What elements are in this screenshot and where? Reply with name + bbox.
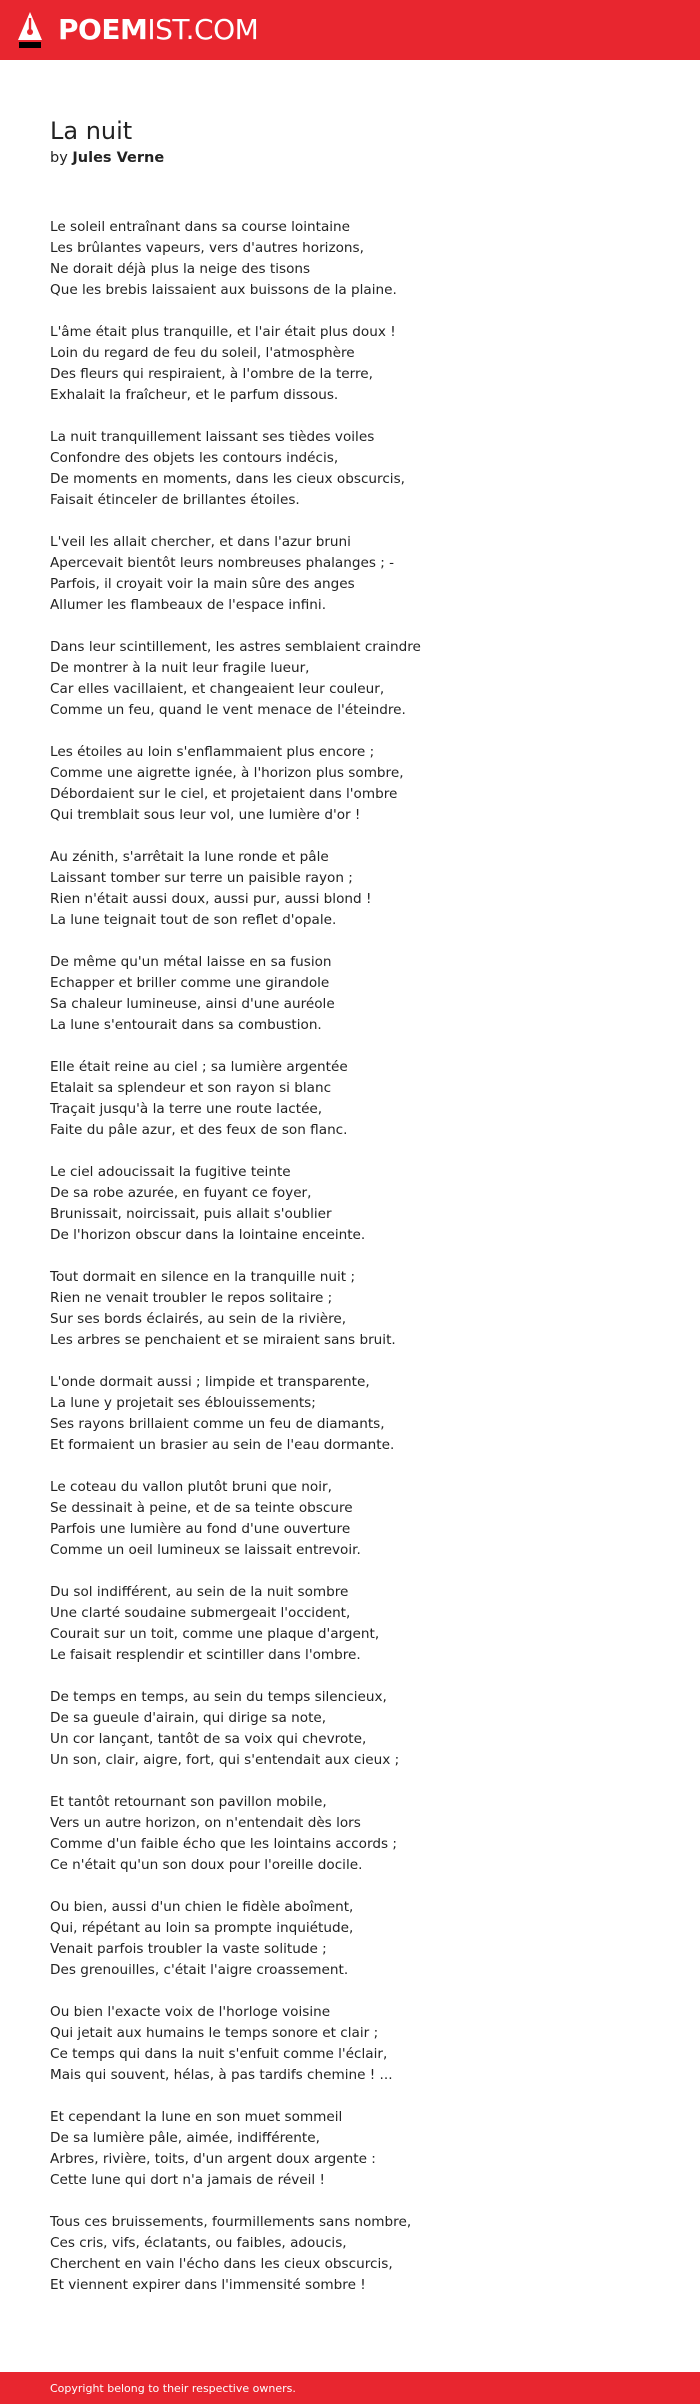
poem-stanza <box>50 1267 650 1351</box>
poem-line: Se dessinait à peine, et de sa teinte obscure <box>50 1500 353 1516</box>
poem-stanza <box>50 1162 650 1246</box>
poem-body <box>50 217 650 2317</box>
poem-line: Et formaient un brasier au sein de l'eau dormante. <box>50 1437 395 1453</box>
poem-line: Echapper et briller comme une girandole <box>50 975 330 991</box>
poem-line: Confondre des objets les contours indécis, <box>50 450 339 466</box>
poem-line: Dans leur scintillement, les astres semblaient craindre <box>50 639 421 655</box>
poem-line: Et tantôt retournant son pavillon mobile, <box>50 1794 327 1810</box>
poem-line: Un son, clair, aigre, fort, qui s'entendait aux cieux ; <box>50 1752 400 1768</box>
poem-line: Sur ses bords éclairés, au sein de la rivière, <box>50 1311 347 1327</box>
poem-line: Des fleurs qui respiraient, à l'ombre de la terre, <box>50 366 373 382</box>
poem-line: Vers un autre horizon, on n'entendait dès lors <box>50 1815 361 1831</box>
poem-stanza <box>50 427 650 511</box>
poem-stanza <box>50 217 650 301</box>
poem-line: La lune y projetait ses éblouissements; <box>50 1395 316 1411</box>
poem-stanza <box>50 2212 650 2296</box>
poem-line: Et viennent expirer dans l'immensité sombre ! <box>50 2277 366 2293</box>
poem-line: Comme une aigrette ignée, à l'horizon plus sombre, <box>50 765 404 781</box>
site-logo[interactable] <box>16 10 258 50</box>
poem-line: Le coteau du vallon plutôt bruni que noir, <box>50 1479 332 1495</box>
poem-stanza <box>50 742 650 826</box>
poem-line: Qui tremblait sous leur vol, une lumière d'or ! <box>50 807 361 823</box>
site-header <box>0 0 700 60</box>
pen-nib-icon <box>16 10 44 50</box>
poem-line: De sa lumière pâle, aimée, indifférente, <box>50 2130 320 2146</box>
poem-stanza <box>50 1057 650 1141</box>
poem-line: Elle était reine au ciel ; sa lumière argentée <box>50 1059 348 1075</box>
poem-line: La lune s'entourait dans sa combustion. <box>50 1017 322 1033</box>
poem-line: Faite du pâle azur, et des feux de son flanc. <box>50 1122 348 1138</box>
poem-line: Apercevait bientôt leurs nombreuses phalanges ; - <box>50 555 395 571</box>
poem-line: Qui jetait aux humains le temps sonore et clair ; <box>50 2025 379 2041</box>
poem-line: La lune teignait tout de son reflet d'opale. <box>50 912 337 928</box>
poem-line: Car elles vacillaient, et changeaient leur couleur, <box>50 681 385 697</box>
poem-line: De moments en moments, dans les cieux obscurcis, <box>50 471 405 487</box>
poem-stanza <box>50 1792 650 1876</box>
poem-line: Ce n'était qu'un son doux pour l'oreille docile. <box>50 1857 363 1873</box>
poem-stanza <box>50 2002 650 2086</box>
poem-line: Qui, répétant au loin sa prompte inquiétude, <box>50 1920 354 1936</box>
byline-prefix: by <box>50 150 68 166</box>
poem-line: Comme un oeil lumineux se laissait entrevoir. <box>50 1542 361 1558</box>
poem-line: Un cor lançant, tantôt de sa voix qui chevrote, <box>50 1731 367 1747</box>
site-footer <box>0 2372 700 2404</box>
poem-line: De sa robe azurée, en fuyant ce foyer, <box>50 1185 312 1201</box>
copyright-notice: Copyright belong to their respective owners. <box>50 2381 296 2395</box>
poem-line: Comme d'un faible écho que les lointains accords ; <box>50 1836 397 1852</box>
poem-line: Ce temps qui dans la nuit s'enfuit comme l'éclair, <box>50 2046 388 2062</box>
poem-line: Laissant tomber sur terre un paisible rayon ; <box>50 870 353 886</box>
poem-line: Etalait sa splendeur et son rayon si blanc <box>50 1080 332 1096</box>
poem-line: Des grenouilles, c'était l'aigre croassement. <box>50 1962 349 1978</box>
poem-line: Brunissait, noircissait, puis allait s'oublier <box>50 1206 332 1222</box>
poem-line: Ces cris, vifs, éclatants, ou faibles, adoucis, <box>50 2235 347 2251</box>
poem-stanza <box>50 1372 650 1456</box>
poem-line: Tout dormait en silence en la tranquille nuit ; <box>50 1269 356 1285</box>
poem-line: Traçait jusqu'à la terre une route lactée, <box>50 1101 323 1117</box>
poem-line: Parfois, il croyait voir la main sûre des anges <box>50 576 355 592</box>
poem-line: De sa gueule d'airain, qui dirige sa note, <box>50 1710 327 1726</box>
poem-stanza <box>50 952 650 1036</box>
poem-line: Le soleil entraînant dans sa course lointaine <box>50 219 351 235</box>
poem-line: Arbres, rivière, toits, d'un argent doux argente : <box>50 2151 376 2167</box>
poem-author: Jules Verne <box>72 150 165 166</box>
poem-line: Venait parfois troubler la vaste solitude ; <box>50 1941 327 1957</box>
poem-line: Sa chaleur lumineuse, ainsi d'une auréole <box>50 996 335 1012</box>
poem-line: Une clarté soudaine submergeait l'occident, <box>50 1605 351 1621</box>
poem-line: Du sol indifférent, au sein de la nuit sombre <box>50 1584 349 1600</box>
poem-stanza <box>50 1897 650 1981</box>
poem-line: Débordaient sur le ciel, et projetaient dans l'ombre <box>50 786 398 802</box>
poem-line: La nuit tranquillement laissant ses tièdes voiles <box>50 429 375 445</box>
poem-byline <box>50 148 650 168</box>
poem-line: Le ciel adoucissait la fugitive teinte <box>50 1164 291 1180</box>
poem-line: Les arbres se penchaient et se miraient sans bruit. <box>50 1332 396 1348</box>
poem-stanza <box>50 532 650 616</box>
poem-line: Parfois une lumière au fond d'une ouverture <box>50 1521 351 1537</box>
poem-stanza <box>50 2107 650 2191</box>
poem-line: Mais qui souvent, hélas, à pas tardifs chemine ! ... <box>50 2067 393 2083</box>
poem-line: Rien ne venait troubler le repos solitaire ; <box>50 1290 333 1306</box>
poem-line: Rien n'était aussi doux, aussi pur, aussi blond ! <box>50 891 372 907</box>
poem-line: L'veil les allait chercher, et dans l'azur bruni <box>50 534 351 550</box>
logo-light-text: IST.COM <box>147 13 259 46</box>
poem-line: Ou bien, aussi d'un chien le fidèle aboîment, <box>50 1899 354 1915</box>
poem-line: Tous ces bruissements, fourmillements sans nombre, <box>50 2214 412 2230</box>
poem-line: L'âme était plus tranquille, et l'air était plus doux ! <box>50 324 396 340</box>
poem-line: Exhalait la fraîcheur, et le parfum dissous. <box>50 387 339 403</box>
poem-line: Ne dorait déjà plus la neige des tisons <box>50 261 311 277</box>
poem-line: L'onde dormait aussi ; limpide et transparente, <box>50 1374 370 1390</box>
poem-line: De même qu'un métal laisse en sa fusion <box>50 954 332 970</box>
poem-line: Courait sur un toit, comme une plaque d'argent, <box>50 1626 380 1642</box>
poem-line: Que les brebis laissaient aux buissons de la plaine. <box>50 282 397 298</box>
poem-line: Allumer les flambeaux de l'espace infini. <box>50 597 327 613</box>
poem-line: De l'horizon obscur dans la lointaine enceinte. <box>50 1227 366 1243</box>
poem-stanza <box>50 322 650 406</box>
poem-line: De temps en temps, au sein du temps silencieux, <box>50 1689 387 1705</box>
poem-stanza <box>50 637 650 721</box>
poem-line: Faisait étinceler de brillantes étoiles. <box>50 492 300 508</box>
poem-line: Cherchent en vain l'écho dans les cieux obscurcis, <box>50 2256 393 2272</box>
logo-strong-text: POEM <box>58 13 148 46</box>
poem-line: Le faisait resplendir et scintiller dans l'ombre. <box>50 1647 361 1663</box>
poem-line: Loin du regard de feu du soleil, l'atmosphère <box>50 345 355 361</box>
poem-line: Au zénith, s'arrêtait la lune ronde et pâle <box>50 849 329 865</box>
poem-line: Ses rayons brillaient comme un feu de diamants, <box>50 1416 385 1432</box>
poem-line: Les étoiles au loin s'enflammaient plus encore ; <box>50 744 375 760</box>
poem-stanza <box>50 1582 650 1666</box>
poem-line: De montrer à la nuit leur fragile lueur, <box>50 660 310 676</box>
poem-line: Les brûlantes vapeurs, vers d'autres horizons, <box>50 240 364 256</box>
poem-stanza <box>50 1687 650 1771</box>
logo-wordmark <box>58 13 259 46</box>
poem-line: Et cependant la lune en son muet sommeil <box>50 2109 343 2125</box>
poem-stanza <box>50 1477 650 1561</box>
poem-heading <box>50 116 650 168</box>
poem-line: Cette lune qui dort n'a jamais de réveil ! <box>50 2172 325 2188</box>
poem-line: Ou bien l'exacte voix de l'horloge voisine <box>50 2004 331 2020</box>
poem-title: La nuit <box>50 117 133 145</box>
poem-stanza <box>50 847 650 931</box>
poem-line: Comme un feu, quand le vent menace de l'éteindre. <box>50 702 406 718</box>
